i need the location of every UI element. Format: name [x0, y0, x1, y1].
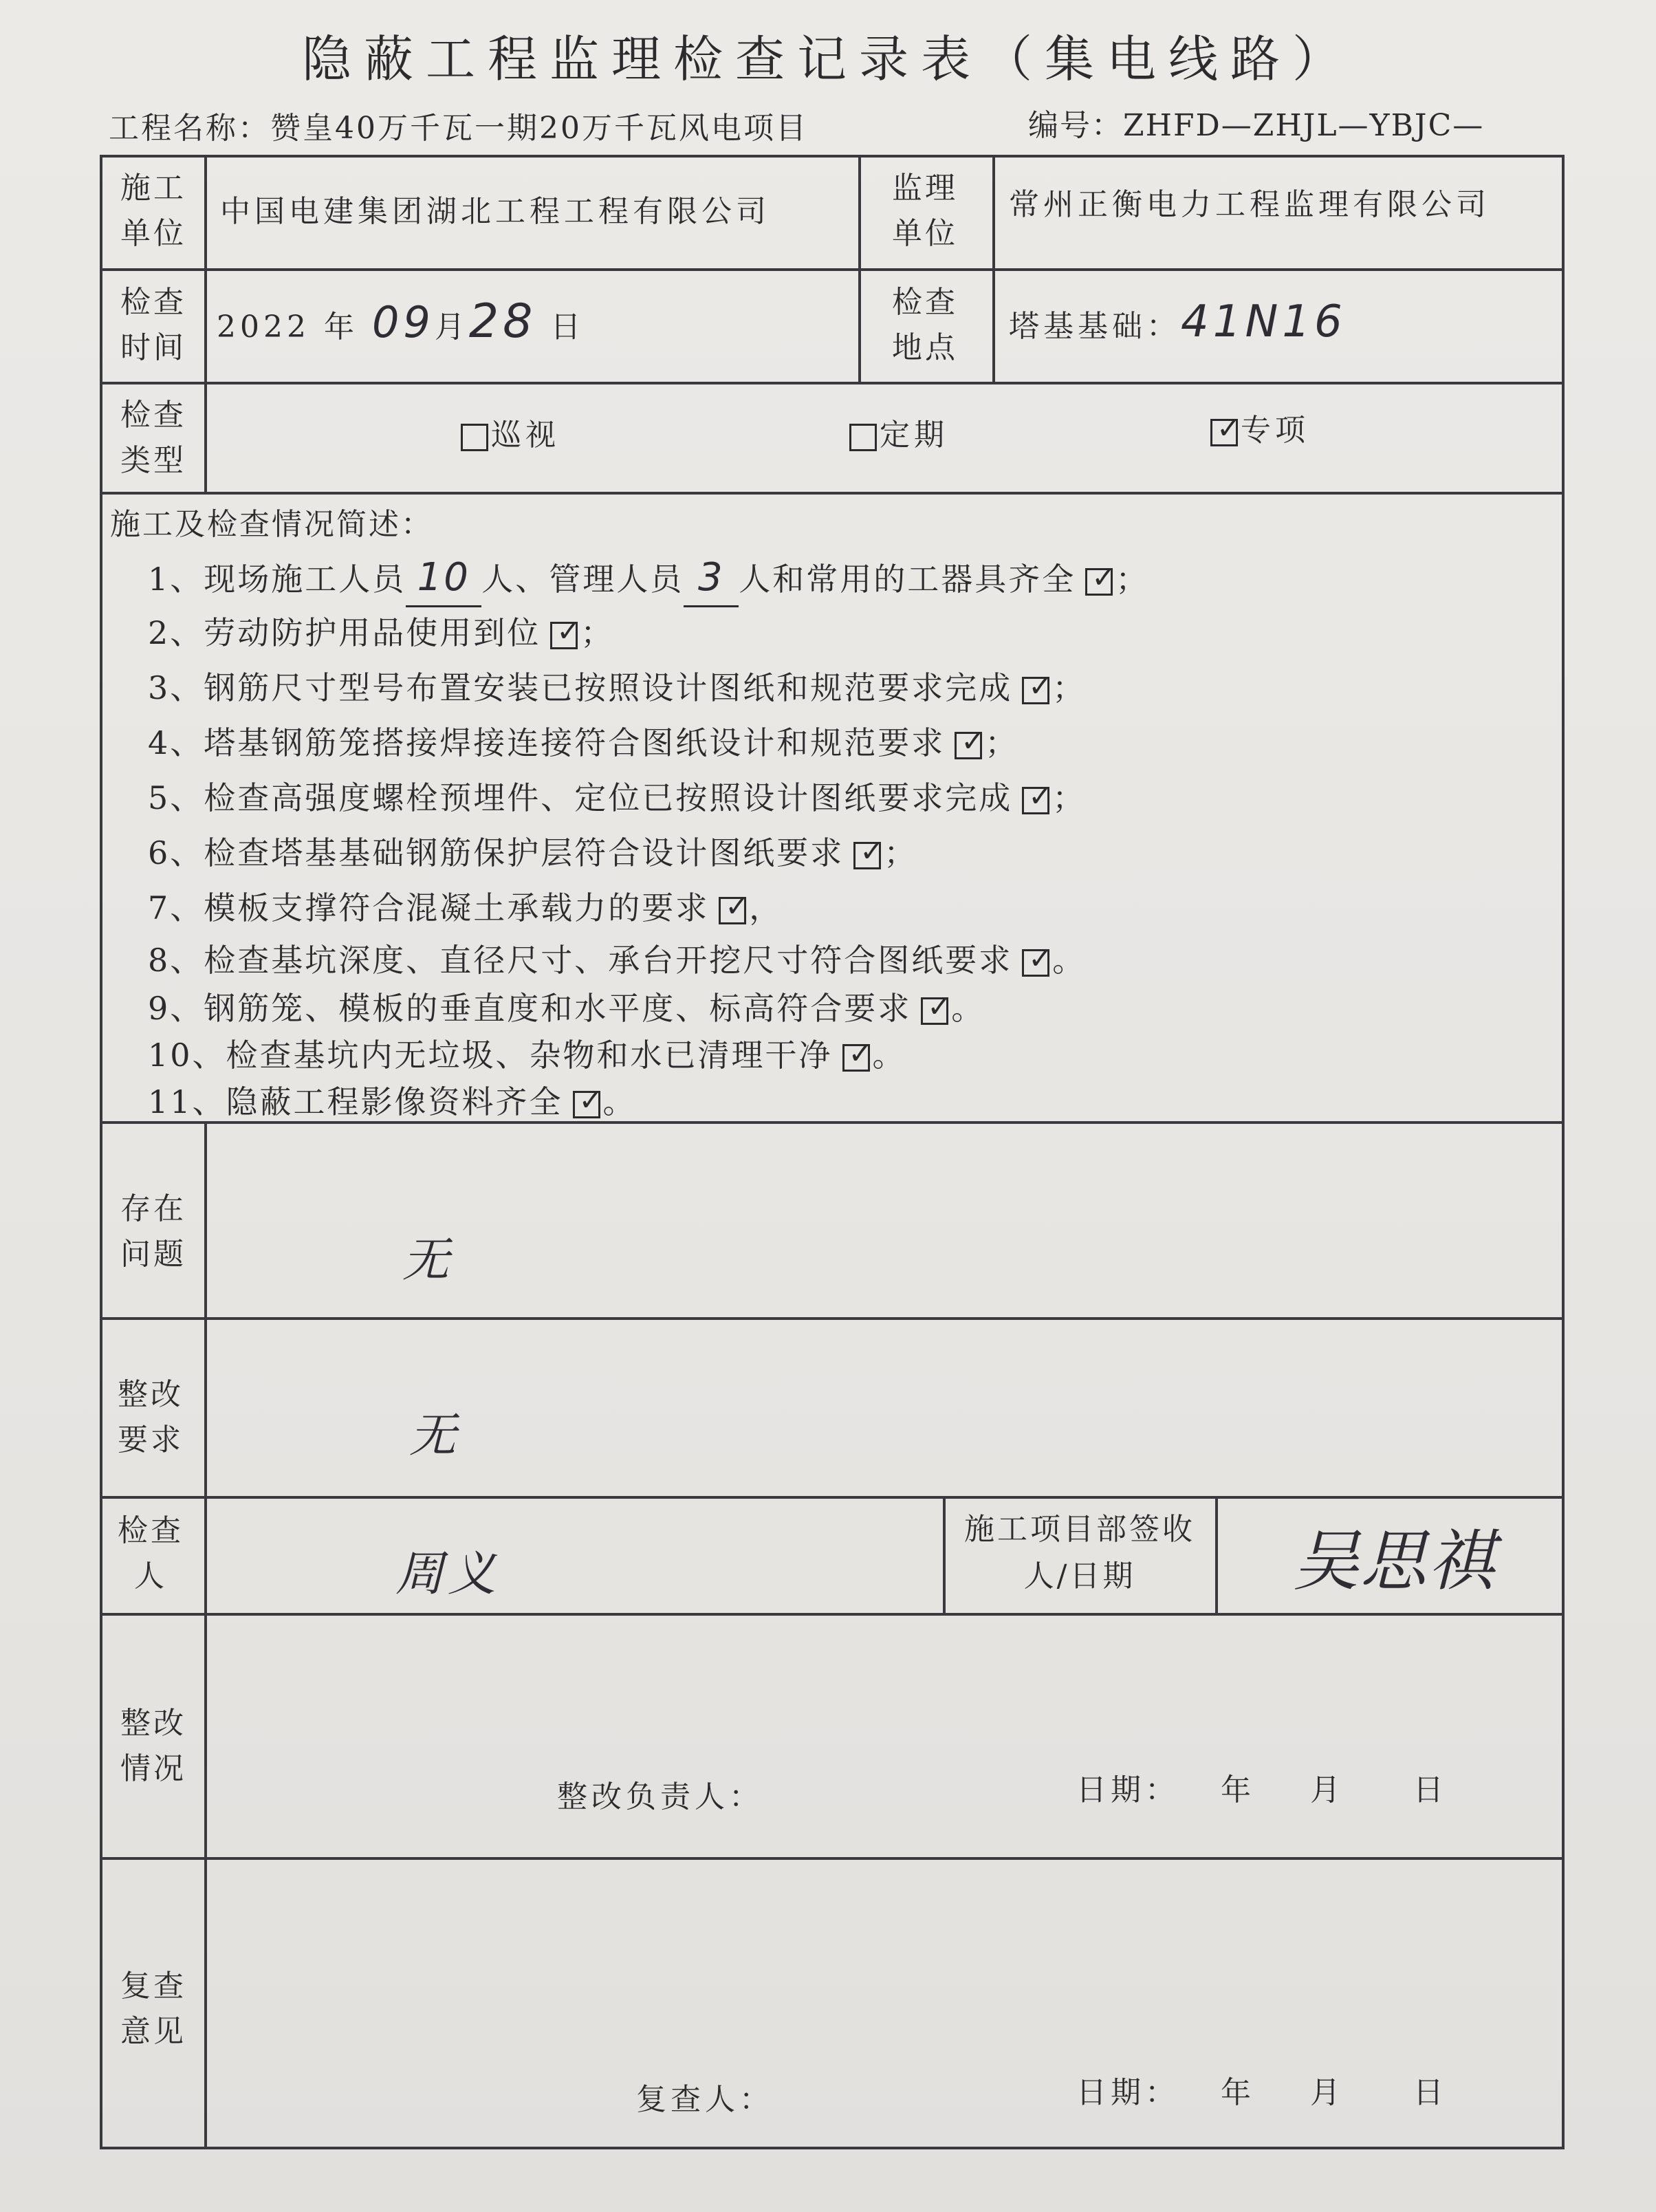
inspection-item	[107, 605, 1537, 660]
check-date-year-unit: 年	[323, 310, 358, 345]
check-type-periodic-label: 定期	[880, 418, 948, 453]
form-title: 隐蔽工程监理检查记录表（集电线路）	[301, 30, 1354, 88]
item-checkbox[interactable]	[550, 614, 583, 649]
reviewer-label: 复查人：	[636, 2082, 774, 2117]
check-place-label: 检查地点	[892, 285, 958, 365]
item-checkbox[interactable]	[853, 834, 886, 869]
item-text: 检查基坑深度、直径尺寸、承台开挖尺寸符合图纸要求	[204, 942, 1013, 979]
inspection-item	[107, 880, 1537, 935]
supervision-unit-label: 监理单位	[892, 171, 958, 251]
check-mark-icon: ✓	[1217, 411, 1245, 445]
check-time-label: 检查时间	[120, 285, 186, 365]
check-mark-icon: ✓	[1028, 942, 1055, 975]
item-text: 检查基坑内无垃圾、杂物和水已清理干净	[226, 1037, 833, 1074]
item-number: 4、	[148, 724, 204, 761]
supervision-unit-value: 常州正衡电力工程监理有限公司	[1009, 187, 1490, 222]
item-text: 钢筋尺寸型号布置安装已按照设计图纸和规范要求完成	[204, 669, 1013, 706]
rectify-status-label: 整改情况	[120, 1706, 186, 1786]
item-text: 人、管理人员	[481, 561, 684, 598]
check-date-month: 09	[371, 297, 435, 347]
column-divider	[858, 155, 861, 382]
workers-count: 10	[406, 550, 481, 607]
problems-label: 存在问题	[120, 1191, 186, 1272]
check-mark-icon: ✓	[1091, 561, 1118, 594]
construction-unit-value: 中国电建集团湖北工程工程有限公司	[220, 194, 770, 229]
inspection-item	[107, 1078, 1537, 1125]
review-date-units: 年 月 日	[1221, 2075, 1448, 2110]
check-type-patrol-label: 巡视	[491, 418, 560, 453]
inspector-label: 检查人	[118, 1513, 184, 1594]
check-date-year: 2022	[217, 310, 310, 345]
item-end: ；	[884, 834, 918, 871]
row-divider	[100, 1613, 1565, 1616]
inspection-item	[107, 985, 1537, 1032]
item-checkbox[interactable]	[1022, 779, 1055, 814]
check-mark-icon: ✓	[556, 614, 583, 648]
item-text: 人和常用的工器具齐全	[739, 561, 1076, 598]
project-name: 工程名称：赞皇40万千瓦一期20万千瓦风电项目	[109, 111, 808, 146]
item-checkbox[interactable]	[921, 990, 954, 1025]
check-place-prefix: 塔基基础：	[1009, 309, 1181, 344]
item-end: ；	[1052, 669, 1087, 706]
receiver-label: 施工项目部签收人/日期	[964, 1512, 1195, 1594]
check-place-value: 41N16	[1181, 296, 1347, 347]
inspection-item-1	[107, 550, 1537, 605]
serial-number: 编号：ZHFD—ZHJL—YBJC—	[1028, 108, 1485, 143]
item-number: 10、	[148, 1037, 226, 1074]
item-text: 钢筋笼、模板的垂直度和水平度、标高符合要求	[204, 990, 912, 1027]
check-type-periodic[interactable]	[849, 413, 948, 458]
receiver-signature: 吴思祺	[1293, 1523, 1495, 1600]
item-text: 塔基钢筋笼搭接焊接连接符合图纸设计和规范要求	[204, 724, 946, 761]
form-table	[100, 155, 1565, 2149]
rectify-requirement-label: 整改要求	[118, 1377, 184, 1457]
construction-unit-label: 施工单位	[120, 171, 186, 251]
item-number: 2、	[148, 614, 204, 651]
item-number: 3、	[148, 669, 204, 706]
check-date-day-unit: 日	[550, 310, 585, 345]
item-end: ；	[1052, 779, 1087, 816]
row-divider	[100, 382, 1565, 384]
item-end: 。	[602, 1083, 637, 1120]
item-checkbox[interactable]	[1085, 561, 1118, 596]
rectify-date-label: 日期：	[1076, 1772, 1179, 1808]
item-number: 9、	[148, 990, 204, 1027]
row-divider	[100, 268, 1565, 271]
item-number: 6、	[148, 834, 204, 871]
item-text: 检查塔基基础钢筋保护层符合设计图纸要求	[204, 834, 845, 871]
table-border	[1562, 155, 1565, 2149]
column-divider	[1215, 1496, 1218, 1613]
check-mark-icon: ✓	[578, 1083, 605, 1117]
row-divider	[100, 492, 1565, 495]
review-date-label: 日期：	[1076, 2075, 1179, 2110]
column-divider	[992, 155, 995, 382]
column-divider	[204, 155, 207, 492]
table-border	[100, 2147, 1565, 2149]
item-checkbox[interactable]	[573, 1083, 605, 1118]
check-type-special[interactable]	[1210, 408, 1309, 453]
check-type-label: 检查类型	[120, 398, 186, 478]
check-mark-icon: ✓	[860, 834, 886, 868]
item-checkbox[interactable]	[719, 889, 752, 924]
item-checkbox[interactable]	[1022, 942, 1055, 977]
managers-count: 3	[684, 550, 739, 607]
summary-label: 施工及检查情况简述：	[110, 507, 433, 542]
item-end: ；	[580, 614, 615, 651]
inspection-item	[107, 825, 1537, 880]
item-end: ，	[749, 889, 783, 926]
inspection-item	[107, 770, 1537, 825]
check-date-day: 28	[468, 294, 537, 349]
row-divider	[100, 1857, 1565, 1860]
item-text: 隐蔽工程影像资料齐全	[226, 1083, 563, 1120]
table-border	[100, 155, 102, 2149]
inspection-item	[107, 715, 1537, 770]
checkbox-patrol[interactable]	[461, 424, 488, 451]
table-border	[100, 155, 1565, 158]
item-end: ；	[985, 724, 1019, 761]
problems-value: 无	[402, 1233, 454, 1288]
check-type-patrol[interactable]	[461, 413, 560, 458]
checkbox-special[interactable]	[1210, 411, 1245, 446]
item-checkbox[interactable]	[955, 724, 988, 759]
item-number: 1、	[148, 561, 204, 598]
item-end: 。	[951, 990, 985, 1027]
item-end: ；	[1115, 561, 1150, 598]
check-mark-icon: ✓	[725, 889, 752, 923]
checkbox-periodic[interactable]	[849, 424, 877, 451]
item-text: 模板支撑符合混凝土承载力的要求	[204, 889, 710, 926]
item-number: 7、	[148, 889, 204, 926]
rectify-person-label: 整改负责人：	[557, 1779, 763, 1814]
item-text: 现场施工人员	[204, 561, 406, 598]
inspector-signature: 周义	[395, 1546, 500, 1602]
column-divider	[204, 1121, 207, 2149]
item-number: 5、	[148, 779, 204, 816]
review-label: 复查意见	[120, 1969, 186, 2049]
inspection-item	[107, 1032, 1537, 1078]
item-end: 。	[872, 1037, 906, 1074]
item-end: 。	[1052, 942, 1087, 979]
check-mark-icon: ✓	[1028, 779, 1055, 813]
item-checkbox[interactable]	[1022, 669, 1055, 704]
check-date-month-unit: 月	[434, 310, 469, 345]
item-checkbox[interactable]	[842, 1037, 875, 1072]
item-number: 11、	[148, 1083, 226, 1120]
check-place	[1009, 296, 1552, 349]
row-divider	[100, 1496, 1565, 1499]
item-text: 检查高强度螺栓预埋件、定位已按照设计图纸要求完成	[204, 779, 1013, 816]
inspection-item	[107, 660, 1537, 715]
column-divider	[943, 1496, 946, 1613]
check-date	[217, 294, 836, 350]
check-mark-icon: ✓	[1028, 669, 1055, 703]
inspection-item	[107, 935, 1537, 985]
rectify-requirement-value: 无	[409, 1409, 461, 1463]
check-mark-icon: ✓	[961, 724, 988, 758]
item-text: 劳动防护用品使用到位	[204, 614, 541, 651]
check-mark-icon: ✓	[927, 990, 954, 1023]
check-mark-icon: ✓	[848, 1037, 875, 1070]
inspection-items	[107, 550, 1537, 1125]
rectify-date-units: 年 月 日	[1221, 1772, 1448, 1808]
item-number: 8、	[148, 942, 204, 979]
row-divider	[100, 1317, 1565, 1320]
check-type-special-label: 专项	[1241, 413, 1309, 448]
